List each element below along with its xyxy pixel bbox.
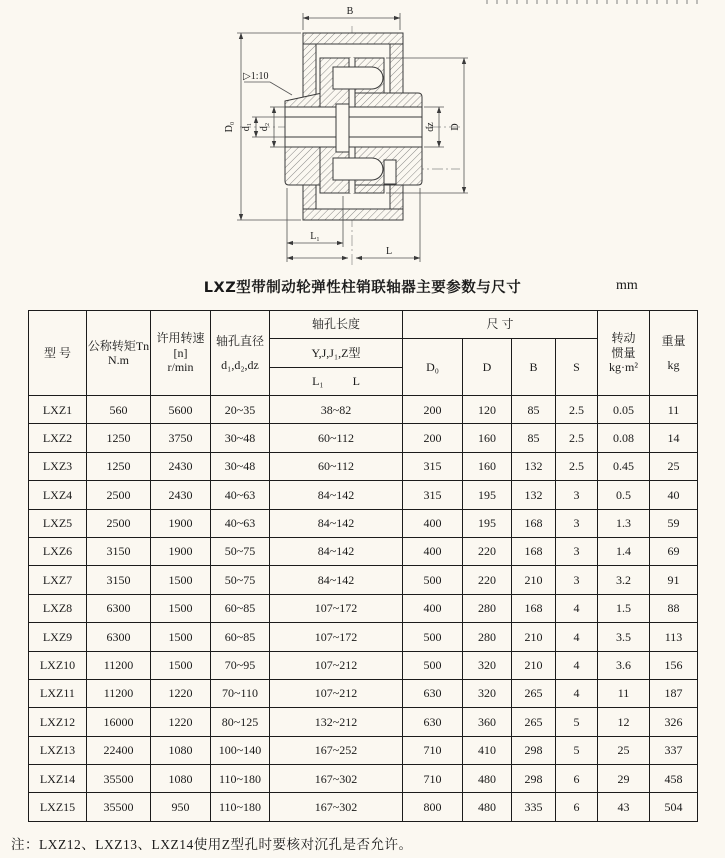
cell-bore-dia: 70~95 [211,651,270,679]
col-header-weight [650,311,698,396]
cell-model: LXZ14 [29,765,87,793]
cell-inertia: 12 [598,708,650,736]
cell-bore-dia: 100~140 [211,736,270,764]
cell-model: LXZ11 [29,679,87,707]
col-header-B: B [512,339,556,396]
cell-speed: 1500 [151,594,211,622]
cell-S: 5 [556,736,598,764]
cell-S: 4 [556,651,598,679]
cell-S: 5 [556,708,598,736]
table-row [29,452,698,480]
cell-inertia: 29 [598,765,650,793]
table-row [29,509,698,537]
cell-B: 265 [512,708,556,736]
speed-line2: [n] [173,345,188,360]
cell-D: 160 [463,452,512,480]
cell-inertia: 0.08 [598,424,650,452]
unit-label: mm [616,278,638,293]
cell-S: 4 [556,623,598,651]
cell-bore-dia: 40~63 [211,481,270,509]
cell-S: 2.5 [556,424,598,452]
cell-bore-dia: 30~48 [211,452,270,480]
cell-B: 85 [512,424,556,452]
cell-B: 335 [512,793,556,821]
cell-D0: 500 [403,623,463,651]
bore-dia-line1: 轴孔直径 [215,334,264,349]
cell-bore-dia: 110~180 [211,793,270,821]
cell-D: 410 [463,736,512,764]
cell-D0: 630 [403,679,463,707]
col-header-D0: D₀ [403,339,463,396]
cell-S: 3 [556,481,598,509]
table-row [29,736,698,764]
cell-inertia: 0.5 [598,481,650,509]
table-row [29,623,698,651]
cell-inertia: 0.05 [598,396,650,424]
cell-torque: 6300 [87,623,151,651]
cell-S: 6 [556,765,598,793]
cell-inertia: 0.45 [598,452,650,480]
cell-B: 210 [512,566,556,594]
cell-D: 360 [463,708,512,736]
cell-bore-dia: 20~35 [211,396,270,424]
col-header-L1-L [270,368,403,396]
cell-D0: 500 [403,566,463,594]
cell-B: 168 [512,537,556,565]
cell-weight: 504 [650,793,698,821]
cell-bore-length: 84~142 [270,566,403,594]
cell-speed: 2430 [151,452,211,480]
cell-weight: 458 [650,765,698,793]
cell-D0: 710 [403,765,463,793]
spec-table [28,310,698,822]
table-row [29,651,698,679]
cell-speed: 1220 [151,679,211,707]
cell-bore-dia: 60~85 [211,623,270,651]
cell-inertia: 11 [598,679,650,707]
cell-D: 320 [463,651,512,679]
cell-bore-length: 60~112 [270,424,403,452]
cell-D0: 200 [403,396,463,424]
cell-bore-length: 167~302 [270,793,403,821]
table-row [29,765,698,793]
cell-D: 220 [463,537,512,565]
cell-torque: 1250 [87,424,151,452]
spec-table-header [29,311,698,396]
cell-S: 2.5 [556,396,598,424]
cell-speed: 950 [151,793,211,821]
cell-bore-length: 84~142 [270,481,403,509]
cell-torque: 35500 [87,765,151,793]
inertia-line2: 惯量 [611,345,636,360]
cell-inertia: 1.5 [598,594,650,622]
cell-D: 195 [463,509,512,537]
cell-model: LXZ3 [29,452,87,480]
cell-inertia: 3.2 [598,566,650,594]
cell-D: 160 [463,424,512,452]
cell-speed: 1080 [151,765,211,793]
spec-table-body [29,396,698,822]
cell-S: 4 [556,594,598,622]
cell-weight: 91 [650,566,698,594]
cell-torque: 22400 [87,736,151,764]
cell-bore-dia: 70~110 [211,679,270,707]
cell-D0: 710 [403,736,463,764]
cell-S: 6 [556,793,598,821]
dim-label-d1: d₁ [241,122,252,132]
cell-D0: 315 [403,481,463,509]
cell-B: 132 [512,452,556,480]
cell-D: 280 [463,594,512,622]
cell-bore-dia: 110~180 [211,765,270,793]
footnote: 注：LXZ12、LXZ13、LXZ14使用Z型孔时要核对沉孔是否允许。 [11,837,413,852]
cell-model: LXZ10 [29,651,87,679]
cell-D: 480 [463,793,512,821]
cell-bore-dia: 60~85 [211,594,270,622]
col-header-D: D [463,339,512,396]
cell-D0: 800 [403,793,463,821]
bore-dia-line2: d₁,d₂,dz [221,357,259,372]
table-row [29,793,698,821]
cell-torque: 35500 [87,793,151,821]
cell-D: 280 [463,623,512,651]
coupling-section-drawing [0,0,725,270]
cell-bore-dia: 50~75 [211,566,270,594]
cell-bore-dia: 40~63 [211,509,270,537]
cell-weight: 156 [650,651,698,679]
speed-line3: r/min [167,360,194,375]
cell-bore-length: 107~172 [270,594,403,622]
cell-speed: 1220 [151,708,211,736]
cell-S: 3 [556,566,598,594]
table-row [29,594,698,622]
cell-bore-length: 107~172 [270,623,403,651]
weight-line2: kg [667,357,680,372]
cell-weight: 59 [650,509,698,537]
cell-torque: 2500 [87,509,151,537]
col-header-L1: L₁ [312,374,324,389]
cell-D0: 400 [403,537,463,565]
cell-weight: 11 [650,396,698,424]
cell-weight: 14 [650,424,698,452]
cell-inertia: 3.6 [598,651,650,679]
cell-torque: 16000 [87,708,151,736]
cell-bore-length: 167~302 [270,765,403,793]
cell-weight: 88 [650,594,698,622]
cell-B: 210 [512,623,556,651]
cell-model: LXZ8 [29,594,87,622]
cell-bore-length: 38~82 [270,396,403,424]
cell-torque: 6300 [87,594,151,622]
cell-B: 132 [512,481,556,509]
cell-bore-length: 84~142 [270,509,403,537]
cell-model: LXZ4 [29,481,87,509]
cell-B: 168 [512,594,556,622]
cell-weight: 40 [650,481,698,509]
col-header-model [29,311,87,396]
dim-label-d2: d₂ [259,122,270,132]
cell-D: 195 [463,481,512,509]
taper-label: ▷1:10 [243,71,269,82]
cell-inertia: 1.3 [598,509,650,537]
cell-S: 3 [556,537,598,565]
dim-label-D: D [450,123,461,131]
cell-speed: 1500 [151,651,211,679]
table-row [29,679,698,707]
title-row [28,276,697,296]
col-header-S: S [556,339,598,396]
cell-model: LXZ1 [29,396,87,424]
table-row [29,481,698,509]
cell-bore-length: 107~212 [270,679,403,707]
cell-D0: 500 [403,651,463,679]
weight-line1: 重量 [661,334,686,349]
cell-D: 480 [463,765,512,793]
cell-D: 120 [463,396,512,424]
cell-bore-length: 132~212 [270,708,403,736]
cell-inertia: 3.5 [598,623,650,651]
table-row [29,396,698,424]
cell-D0: 400 [403,594,463,622]
cell-speed: 2430 [151,481,211,509]
inertia-line1: 转动 [611,331,636,346]
cell-S: 4 [556,679,598,707]
table-row [29,566,698,594]
cell-speed: 1900 [151,509,211,537]
cell-model: LXZ6 [29,537,87,565]
cell-torque: 3150 [87,537,151,565]
cell-inertia: 25 [598,736,650,764]
cell-inertia: 43 [598,793,650,821]
dim-label-D0: D₀ [224,121,235,133]
cell-model: LXZ13 [29,736,87,764]
cell-speed: 1080 [151,736,211,764]
cell-B: 85 [512,396,556,424]
col-header-model-label: 型 号 [43,345,71,360]
cell-D0: 315 [403,452,463,480]
cell-B: 298 [512,736,556,764]
col-header-speed [151,311,211,396]
cell-D0: 630 [403,708,463,736]
dim-label-L1: L₁ [310,231,320,242]
cell-S: 2.5 [556,452,598,480]
col-header-bore-dia [211,311,270,396]
table-row [29,537,698,565]
cell-weight: 337 [650,736,698,764]
cell-model: LXZ2 [29,424,87,452]
cell-speed: 1900 [151,537,211,565]
cell-weight: 69 [650,537,698,565]
col-header-inertia [598,311,650,396]
cell-speed: 1500 [151,566,211,594]
cell-weight: 113 [650,623,698,651]
cell-torque: 3150 [87,566,151,594]
cell-weight: 25 [650,452,698,480]
col-header-torque [87,311,151,396]
cell-bore-length: 107~212 [270,651,403,679]
cell-bore-length: 84~142 [270,537,403,565]
cell-bore-dia: 50~75 [211,537,270,565]
cell-model: LXZ15 [29,793,87,821]
table-row [29,424,698,452]
cell-model: LXZ9 [29,623,87,651]
table-row [29,708,698,736]
cell-weight: 187 [650,679,698,707]
col-header-L: L [352,374,360,389]
cell-D0: 200 [403,424,463,452]
cell-D: 320 [463,679,512,707]
cell-inertia: 1.4 [598,537,650,565]
cell-S: 3 [556,509,598,537]
dim-label-B: B [346,6,354,17]
cell-B: 210 [512,651,556,679]
cell-D: 220 [463,566,512,594]
cell-model: LXZ5 [29,509,87,537]
torque-line1: 公称转矩Tn [87,338,150,353]
cell-model: LXZ12 [29,708,87,736]
cell-bore-length: 60~112 [270,452,403,480]
col-header-bore-types: Y,J,J₁,Z型 [270,339,403,368]
cell-B: 265 [512,679,556,707]
cell-bore-length: 167~252 [270,736,403,764]
cell-speed: 5600 [151,396,211,424]
col-header-dimensions: 尺 寸 [403,311,598,339]
page-title: LXZ型带制动轮弹性柱销联轴器主要参数与尺寸 [203,280,522,296]
torque-line2: N.m [108,353,129,367]
cell-speed: 3750 [151,424,211,452]
cell-torque: 2500 [87,481,151,509]
cell-bore-dia: 30~48 [211,424,270,452]
cell-torque: 1250 [87,452,151,480]
cell-torque: 11200 [87,651,151,679]
speed-line1: 许用转速 [156,331,205,346]
cell-D0: 400 [403,509,463,537]
dim-label-L: L [385,246,393,257]
cell-B: 168 [512,509,556,537]
cell-B: 298 [512,765,556,793]
cell-torque: 560 [87,396,151,424]
cell-bore-dia: 80~125 [211,708,270,736]
cell-torque: 11200 [87,679,151,707]
cell-model: LXZ7 [29,566,87,594]
cell-weight: 326 [650,708,698,736]
col-header-bore-length: 轴孔长度 [270,311,403,339]
inertia-line3: kg·m² [609,360,638,375]
dim-label-dz: dz [425,122,436,132]
cell-speed: 1500 [151,623,211,651]
